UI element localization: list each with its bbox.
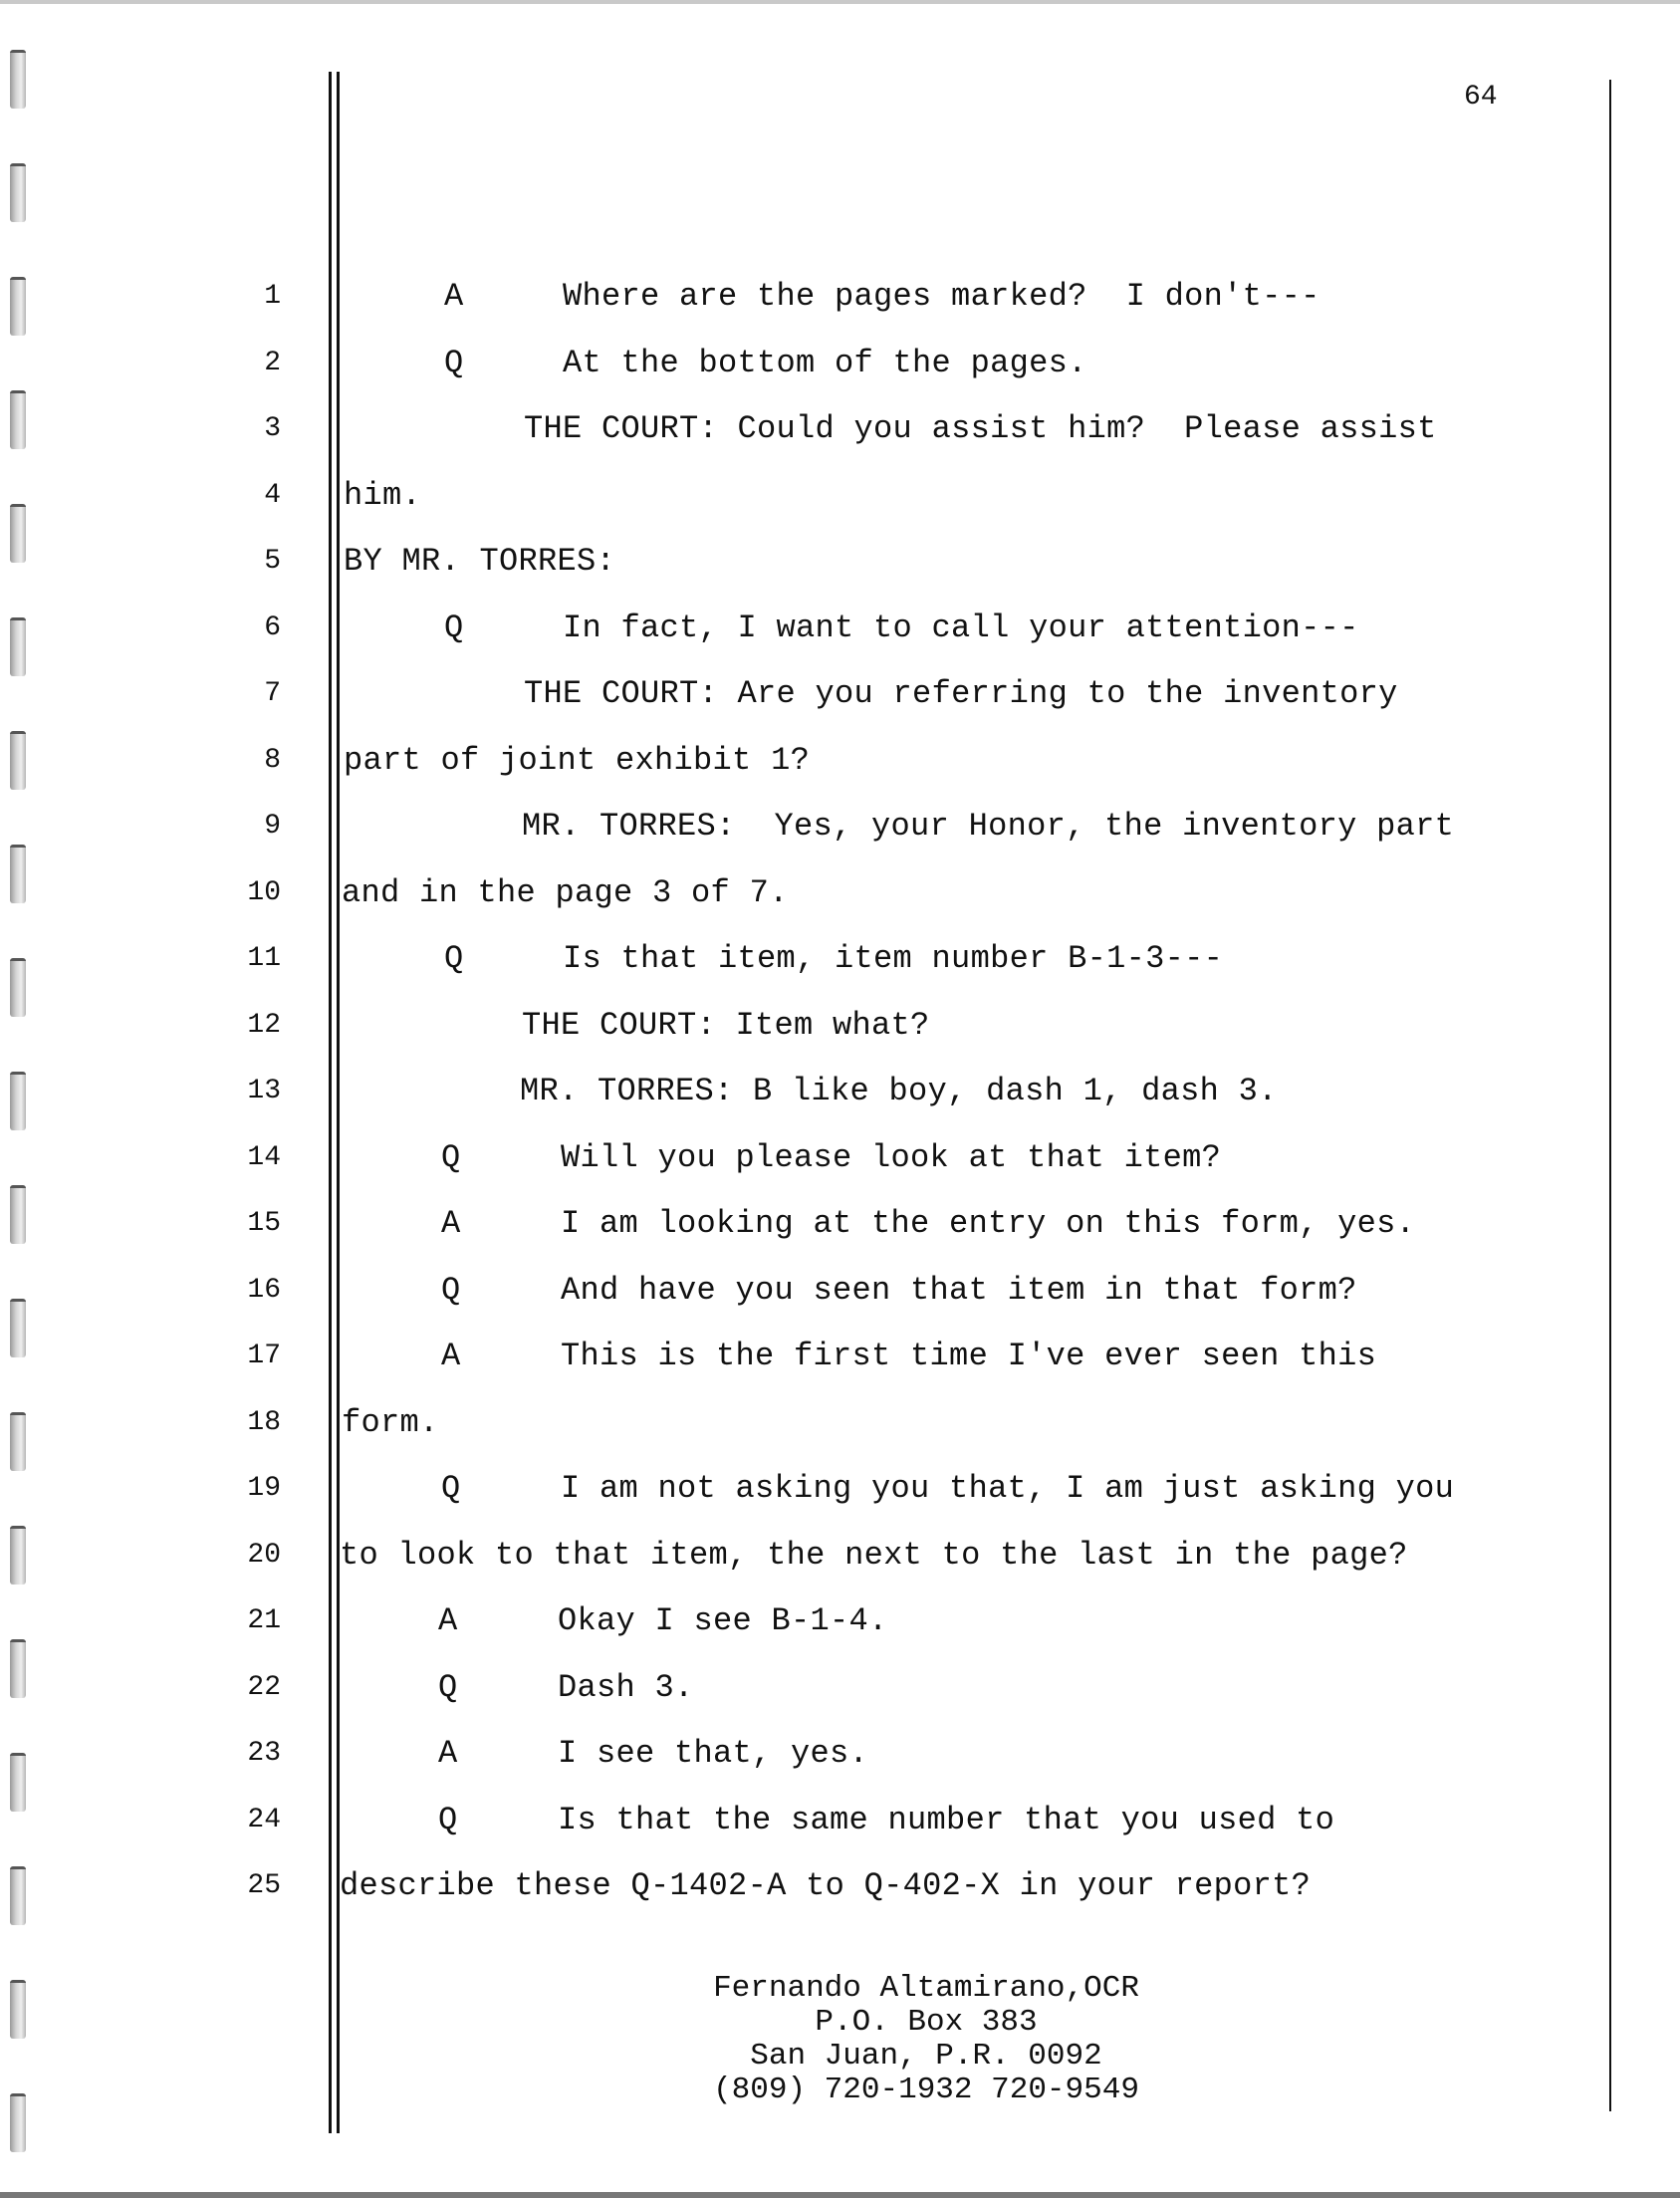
line-number: 19 — [247, 1473, 281, 1504]
transcript-line: to look to that item, the next to the last in the page? — [340, 1537, 1408, 1574]
line-number: 20 — [247, 1540, 281, 1571]
transcript-line: Dash 3. — [558, 1669, 694, 1706]
line-number: 5 — [264, 546, 281, 577]
transcript-line: In fact, I want to call your attention--- — [563, 610, 1359, 646]
transcript-line: THE COURT: Are you referring to the inventory — [524, 675, 1398, 712]
transcript-line: him. — [344, 477, 422, 514]
speaker-label: Q — [444, 345, 464, 381]
line-number: 9 — [264, 811, 281, 842]
binder-hole — [10, 277, 26, 336]
reporter-po-box: P.O. Box 383 — [815, 2005, 1038, 2040]
transcript-line: Okay I see B-1-4. — [558, 1602, 888, 1639]
line-number: 7 — [264, 678, 281, 709]
binder-hole — [10, 1412, 26, 1471]
binder-hole — [10, 845, 26, 903]
line-number: 23 — [247, 1738, 281, 1769]
binder-hole — [10, 1980, 26, 2039]
transcript-line: and in the page 3 of 7. — [342, 874, 789, 911]
line-number: 24 — [247, 1805, 281, 1835]
transcript-line: Is that the same number that you used to — [558, 1802, 1335, 1838]
speaker-label: Q — [444, 940, 464, 977]
transcript-line: part of joint exhibit 1? — [344, 742, 811, 779]
transcript-line: At the bottom of the pages. — [563, 345, 1087, 381]
binder-hole — [10, 163, 26, 222]
binder-hole — [10, 504, 26, 563]
line-number: 11 — [247, 943, 281, 974]
line-number: 6 — [264, 612, 281, 643]
transcript-line: form. — [342, 1404, 439, 1441]
transcript-line: I see that, yes. — [558, 1735, 869, 1772]
reporter-footer — [598, 1972, 1255, 2107]
line-number: 3 — [264, 413, 281, 444]
speaker-label: A — [438, 1735, 458, 1772]
speaker-label: Q — [441, 1470, 461, 1507]
page-top-edge — [0, 0, 1680, 4]
right-margin-rule — [1609, 80, 1611, 2111]
line-number: 14 — [247, 1142, 281, 1173]
transcript-line: Is that item, item number B-1-3--- — [563, 940, 1224, 977]
binder-hole — [10, 1526, 26, 1585]
reporter-name: Fernando Altamirano,OCR — [713, 1971, 1139, 2006]
binder-hole — [10, 1072, 26, 1130]
left-margin-rule-inner — [337, 72, 340, 2133]
line-number: 12 — [247, 1010, 281, 1041]
transcript-line: BY MR. TORRES: — [344, 543, 616, 580]
transcript-line: I am looking at the entry on this form, yes. — [561, 1205, 1416, 1242]
speaker-label: Q — [441, 1139, 461, 1176]
page-bottom-edge — [0, 2192, 1680, 2198]
page-number: 64 — [1464, 82, 1498, 113]
binder-hole — [10, 1299, 26, 1357]
line-number: 13 — [247, 1076, 281, 1106]
reporter-phone: (809) 720-1932 720-9549 — [713, 2073, 1139, 2107]
line-number: 8 — [264, 745, 281, 776]
speaker-label: A — [438, 1602, 458, 1639]
line-number: 10 — [247, 877, 281, 908]
line-number: 16 — [247, 1275, 281, 1306]
line-number: 17 — [247, 1341, 281, 1371]
line-number: 4 — [264, 480, 281, 511]
transcript-line: And have you seen that item in that form? — [561, 1272, 1357, 1309]
binder-hole — [10, 958, 26, 1017]
transcript-line: Will you please look at that item? — [561, 1139, 1222, 1176]
line-number: 2 — [264, 348, 281, 378]
line-number: 18 — [247, 1407, 281, 1438]
binder-hole — [10, 1866, 26, 1925]
line-number: 22 — [247, 1672, 281, 1703]
binder-hole — [10, 1639, 26, 1698]
transcript-line: This is the first time I've ever seen this — [561, 1338, 1377, 1374]
left-margin-rule — [329, 72, 332, 2133]
line-number: 15 — [247, 1208, 281, 1239]
speaker-label: Q — [444, 610, 464, 646]
transcript-line: MR. TORRES: Yes, your Honor, the inventory part — [522, 808, 1455, 845]
binder-hole — [10, 731, 26, 790]
line-number: 21 — [247, 1605, 281, 1636]
speaker-label: A — [444, 278, 464, 315]
transcript-line: MR. TORRES: B like boy, dash 1, dash 3. — [520, 1073, 1278, 1109]
speaker-label: A — [441, 1205, 461, 1242]
binder-hole — [10, 1185, 26, 1244]
binder-hole — [10, 390, 26, 449]
transcript-line: THE COURT: Could you assist him? Please assist — [524, 410, 1437, 447]
binder-hole — [10, 50, 26, 109]
binder-holes — [10, 50, 36, 2141]
binder-hole — [10, 617, 26, 676]
speaker-label: Q — [438, 1669, 458, 1706]
line-number: 1 — [264, 281, 281, 312]
speaker-label: A — [441, 1338, 461, 1374]
speaker-label: Q — [441, 1272, 461, 1309]
line-number: 25 — [247, 1870, 281, 1901]
binder-hole — [10, 2093, 26, 2152]
speaker-label: Q — [438, 1802, 458, 1838]
transcript-line: describe these Q-1402-A to Q-402-X in your report? — [340, 1867, 1312, 1904]
reporter-city: San Juan, P.R. 0092 — [750, 2039, 1102, 2074]
transcript-line: THE COURT: Item what? — [522, 1007, 930, 1044]
transcript-line: I am not asking you that, I am just asking you — [561, 1470, 1455, 1507]
transcript-line: Where are the pages marked? I don't--- — [563, 278, 1320, 315]
binder-hole — [10, 1753, 26, 1812]
